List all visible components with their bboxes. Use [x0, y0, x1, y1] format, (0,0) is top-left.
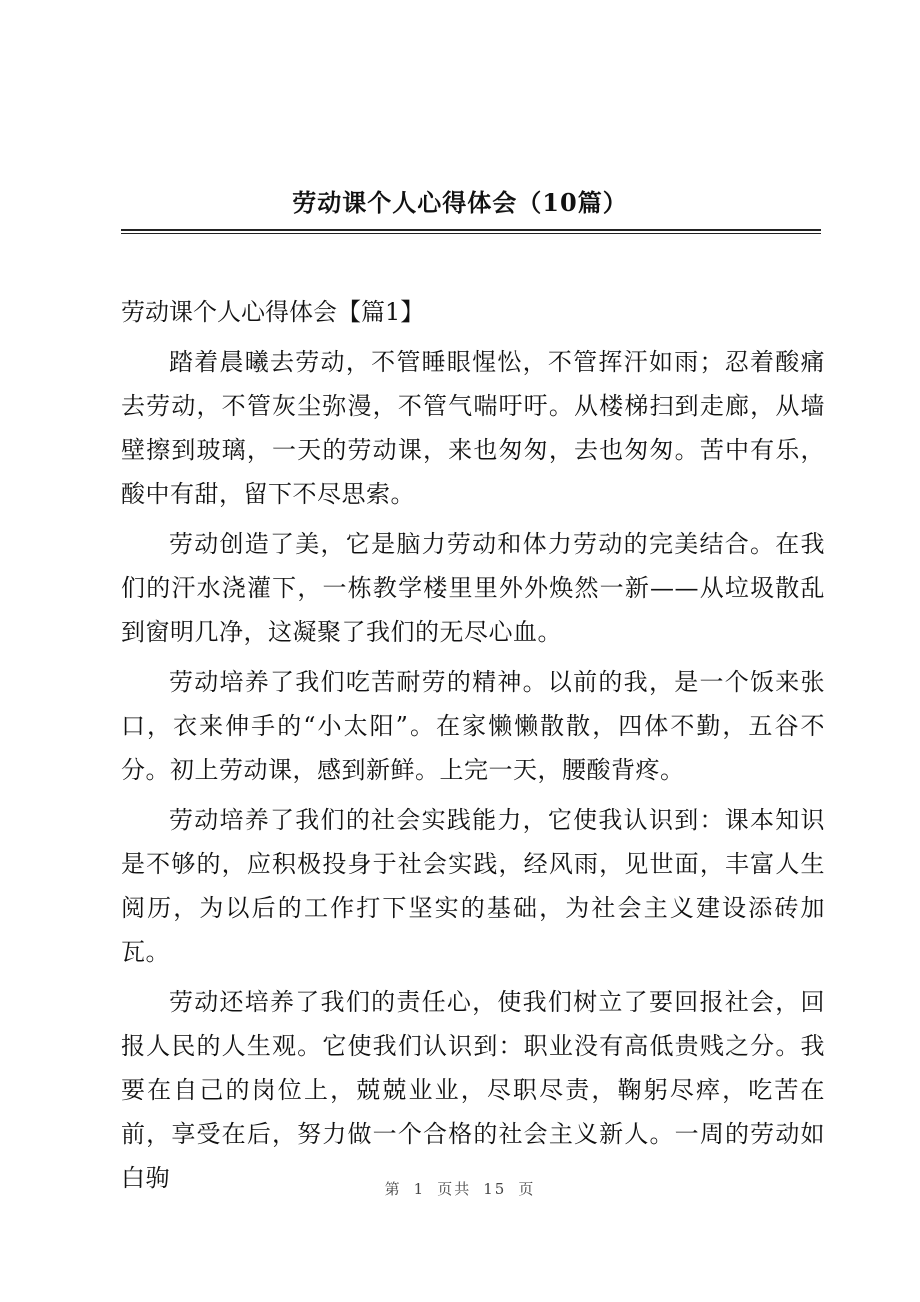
footer-middle: 页共 — [437, 1180, 472, 1198]
paragraph: 踏着晨曦去劳动，不管睡眼惺忪，不管挥汗如雨；忍着酸痛去劳动，不管灰尘弥漫，不管气喘吁吁。从楼梯扫到走廊，从墙壁擦到玻璃，一天的劳动课，来也匆匆，去也匆匆。苦中有乐，酸中有甜，留下不尽思索。 — [121, 348, 825, 508]
document-title: 劳动课个人心得体会（10篇） — [292, 188, 628, 217]
footer-total-pages: 15 — [483, 1180, 507, 1198]
footer-current-page: 1 — [413, 1180, 426, 1198]
title-double-rule — [121, 229, 821, 234]
document-body — [121, 290, 825, 1200]
footer-prefix: 第 — [384, 1180, 402, 1198]
paragraph: 劳动创造了美，它是脑力劳动和体力劳动的完美结合。在我们的汗水浇灌下，一栋教学楼里里外外焕然一新——从垃圾散乱到窗明几净，这凝聚了我们的无尽心血。 — [121, 530, 825, 646]
paragraph: 劳动培养了我们的社会实践能力，它使我认识到：课本知识是不够的，应积极投身于社会实践，经风雨，见世面，丰富人生阅历，为以后的工作打下坚实的基础，为社会主义建设添砖加瓦。 — [121, 806, 825, 966]
section-heading: 劳动课个人心得体会【篇1】 — [121, 298, 425, 326]
paragraph: 劳动培养了我们吃苦耐劳的精神。以前的我，是一个饭来张口，衣来伸手的“小太阳”。在家懒懒散散，四体不勤，五谷不分。初上劳动课，感到新鲜。上完一天，腰酸背疼。 — [121, 668, 825, 784]
page-footer — [0, 1178, 920, 1199]
footer-suffix: 页 — [518, 1180, 536, 1198]
paragraph: 劳动还培养了我们的责任心，使我们树立了要回报社会，回报人民的人生观。它使我们认识到：职业没有高低贵贱之分。我要在自己的岗位上，兢兢业业，尽职尽责，鞠躬尽瘁，吃苦在前，享受在后，努力做一个合格的社会主义新人。一周的劳动如白驹 — [121, 988, 825, 1192]
